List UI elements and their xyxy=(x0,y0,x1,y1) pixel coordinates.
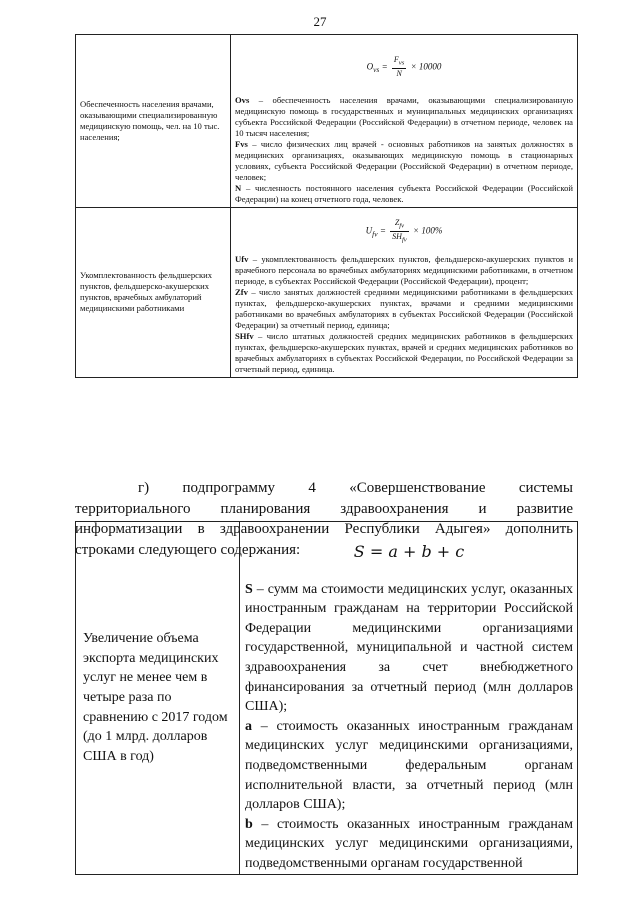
formula-fraction xyxy=(392,55,406,79)
definition-term: Ufv xyxy=(235,253,249,264)
indicator-cell: Обеспеченность населения врачами, оказывающими специализированную медицинскую помощь, чел. на 10 тыс. населения; xyxy=(76,35,231,208)
formula-tail: × 100% xyxy=(413,226,443,237)
formula-eq: = xyxy=(379,226,386,237)
formula-lhs-sub: vs xyxy=(373,65,380,75)
definition-term: Ovs xyxy=(235,95,250,106)
definition-text: – число физических лиц врачей - основных работников на занятых должностях в медицинских организациях, оказывающих медицинскую помощь в стационарных условиях, субъекта Российской Федерации (Российской Федерации) в отчетном периоде, человек; xyxy=(235,139,573,183)
definition xyxy=(245,717,573,815)
formula-denominator-sub: fv xyxy=(401,237,407,245)
table-row xyxy=(76,522,578,875)
formula-definitions-cell xyxy=(240,522,578,875)
formula-numerator-sub: fv xyxy=(399,222,405,230)
definition-term: Fvs xyxy=(235,139,248,150)
formula: S = a + b + c xyxy=(353,542,465,561)
formula-fraction xyxy=(390,218,409,245)
definition-text: – стоимость оказанных иностранным гражданам медицинских услуг медицинскими организациями, подведомственными федеральным органам исполнительной власти, за отчетный период (млн долларов США); xyxy=(245,718,573,813)
formula-lhs-sub: fv xyxy=(372,229,378,239)
definition-term: b xyxy=(245,816,253,832)
definition xyxy=(235,139,573,183)
formula xyxy=(235,37,573,95)
formula-lhs: U xyxy=(365,226,373,237)
definition-term: Zfv xyxy=(235,286,248,297)
table-row xyxy=(76,208,578,377)
formula-numerator: F xyxy=(393,55,399,64)
formula-lhs: O xyxy=(366,61,374,72)
definition-term: N xyxy=(235,183,242,194)
page-number: 27 xyxy=(313,14,327,29)
definition xyxy=(235,95,573,139)
amendment-paragraph: г) подпрограмму 4 «Совершенствование системы территориального планирования здравоохранения и развитие информатизации в здравоохранении Республики Адыгея» дополнить строками следующего содержания: xyxy=(75,480,573,558)
formula-denominator: N xyxy=(396,69,402,79)
formula-numerator: Z xyxy=(394,218,400,228)
definition-text: – укомплектованность фельдшерских пунктов, фельдшерско-акушерских пунктов и врачебного персонала во врачебных амбулаториях медицинскими работниками, в отчетном периоде, в субъектах Российской Федерации (Российской Федерации), процент; xyxy=(235,253,573,286)
formula-numerator-sub: vs xyxy=(398,59,405,67)
definition-term: S xyxy=(245,581,253,597)
definition-text: – сумм ма стоимости медицинских услуг, оказанных иностранным гражданам на территории Российской Федерации медицинскими организациями государственной, муниципальной и частной систем здравоохранения за счет внебюджетного финансирования за отчетный период (млн долларов США); xyxy=(245,581,573,715)
indicator-cell: Увеличение объема экспорта медицинских услуг не менее чем в четыре раза по сравнению с 2017 годом (до 1 млрд. долларов США в год) xyxy=(76,522,240,875)
definition xyxy=(245,580,573,717)
definition-text: – число штатных должностей средних медицинских работников в фельдшерских пунктах, фельдшерско-акушерских пунктах, врачей и средних медицинских работников во врачебных амбулаториях в субъектах Российской Федерации, по Российской Федерации за отчетный период, единица. xyxy=(235,330,573,374)
formula-denominator: SH xyxy=(392,232,402,242)
definition xyxy=(235,331,573,375)
formula-definitions-cell xyxy=(231,208,578,377)
definition-text: – число занятых должностей средними медицинскими работниками в фельдшерских пунктах, фельдшерско-акушерских пунктах, врачами и средними медицинскими работниками во врачебных амбулаториях в субъектах Российской Федерации (Российской Федерации) за отчетный период, единица; xyxy=(235,286,573,330)
definition xyxy=(235,254,573,287)
indicators-table-top xyxy=(75,34,578,378)
definition-text: – обеспеченность населения врачами, оказывающими специализированную медицинскую помощь в государственных и муниципальных медицинских организациях субъекта Российской Федерации (Российской Федерации) в отчетном периоде, человек на 10 тысяч населения; xyxy=(235,95,573,139)
indicator-cell: Укомплектованность фельдшерских пунктов, фельдшерско-акушерских пунктов, врачебных амбулаторий медицинскими работниками xyxy=(76,208,231,377)
indicators-table-bottom xyxy=(75,521,578,875)
definition-text: – стоимость оказанных иностранным гражданам медицинских услуг медицинскими организациями, подведомственными органам государственной xyxy=(245,816,573,871)
definition-term: a xyxy=(245,718,252,734)
definition-term: SHfv xyxy=(235,330,254,341)
definition xyxy=(235,287,573,331)
formula-tail: × 10000 xyxy=(410,61,442,72)
formula xyxy=(235,210,573,253)
definition xyxy=(245,815,573,874)
formula-definitions-cell xyxy=(231,35,578,208)
table-row xyxy=(76,35,578,208)
definition-text: – численность постоянного населения субъекта Российской Федерации (Российской Федерации) на конец отчетного года, человек. xyxy=(235,183,573,205)
formula-eq: = xyxy=(381,61,388,72)
definition xyxy=(235,183,573,205)
